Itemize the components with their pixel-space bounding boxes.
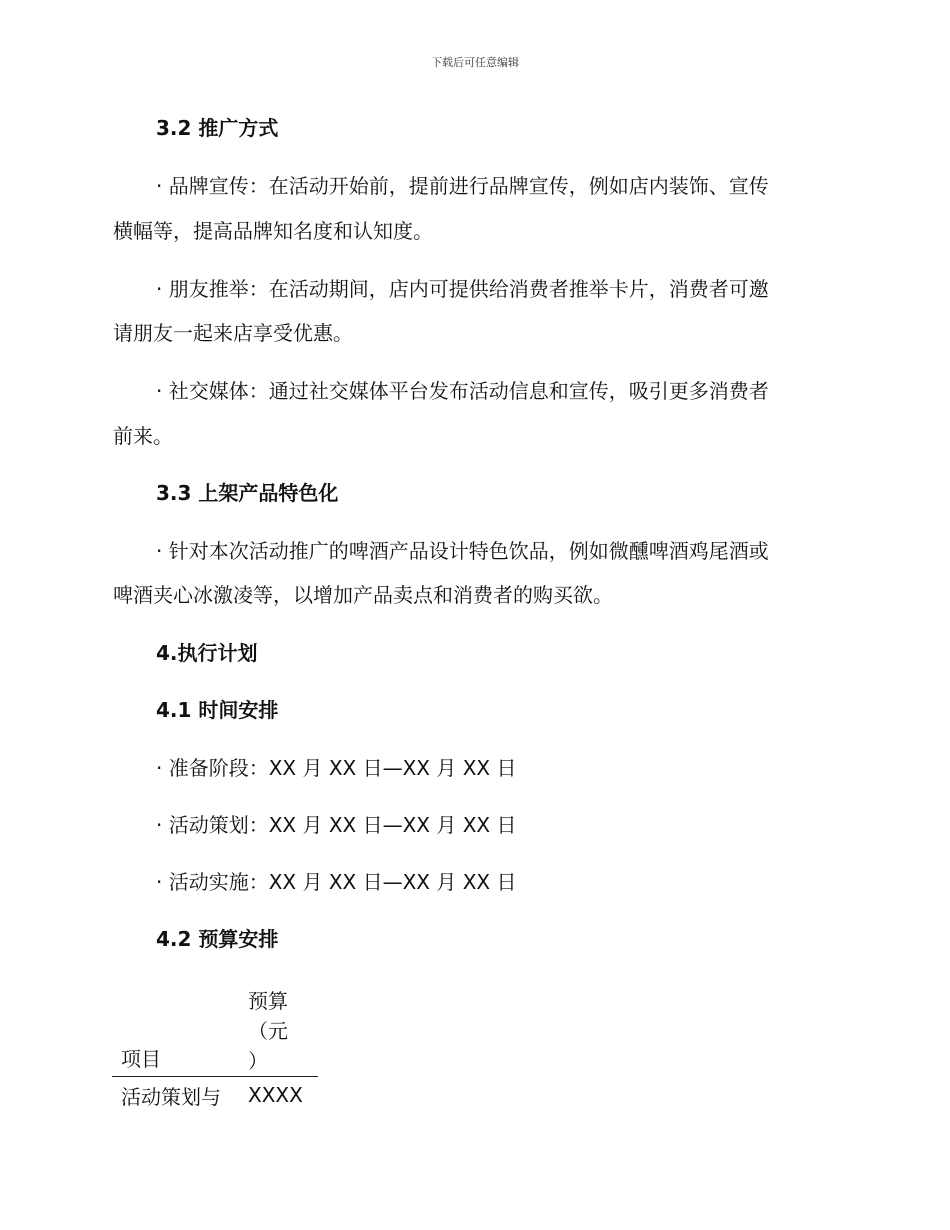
paragraph-product-feature-line1: · 针对本次活动推广的啤酒产品设计特色饮品，例如微醺啤酒鸡尾酒或 bbox=[156, 539, 769, 563]
budget-table-header bbox=[112, 984, 318, 1077]
paragraph-brand-promotion-line1: · 品牌宣传：在活动开始前，提前进行品牌宣传，例如店内装饰、宣传 bbox=[156, 174, 769, 198]
paragraph-social-media-line1: · 社交媒体：通过社交媒体平台发布活动信息和宣传，吸引更多消费者 bbox=[156, 379, 769, 403]
column-header-budget bbox=[248, 986, 318, 1076]
budget-table bbox=[112, 984, 318, 1117]
heading-4: 4.执行计划 bbox=[156, 641, 258, 665]
schedule-planning: · 活动策划：XX 月 XX 日—XX 月 XX 日 bbox=[156, 813, 517, 837]
column-header-budget-line1: 预算 bbox=[248, 989, 288, 1013]
column-header-item: 项目 bbox=[121, 1047, 161, 1071]
column-header-budget-line2: （元 bbox=[248, 1019, 288, 1043]
table-row bbox=[112, 1077, 318, 1117]
schedule-preparation: · 准备阶段：XX 月 XX 日—XX 月 XX 日 bbox=[156, 756, 517, 780]
paragraph-brand-promotion-line2: 横幅等，提高品牌知名度和认知度。 bbox=[113, 219, 433, 243]
paragraph-social-media-line2: 前来。 bbox=[113, 424, 173, 448]
table-cell-item: 活动策划与 bbox=[121, 1085, 221, 1109]
paragraph-friend-referral-line1: · 朋友推举：在活动期间，店内可提供给消费者推举卡片，消费者可邀 bbox=[156, 277, 769, 301]
table-cell-budget: XXXX bbox=[248, 1083, 303, 1107]
paragraph-product-feature-line2: 啤酒夹心冰激凌等，以增加产品卖点和消费者的购买欲。 bbox=[113, 583, 613, 607]
column-header-budget-line3: ） bbox=[248, 1049, 268, 1073]
paragraph-friend-referral-line2: 请朋友一起来店享受优惠。 bbox=[113, 321, 353, 345]
heading-4-1: 4.1 时间安排 bbox=[156, 698, 279, 722]
heading-3-3: 3.3 上架产品特色化 bbox=[156, 481, 339, 505]
schedule-implementation: · 活动实施：XX 月 XX 日—XX 月 XX 日 bbox=[156, 870, 517, 894]
heading-3-2: 3.2 推广方式 bbox=[156, 116, 279, 140]
heading-4-2: 4.2 预算安排 bbox=[156, 927, 279, 951]
page-header: 下载后可任意编辑 bbox=[431, 56, 519, 69]
